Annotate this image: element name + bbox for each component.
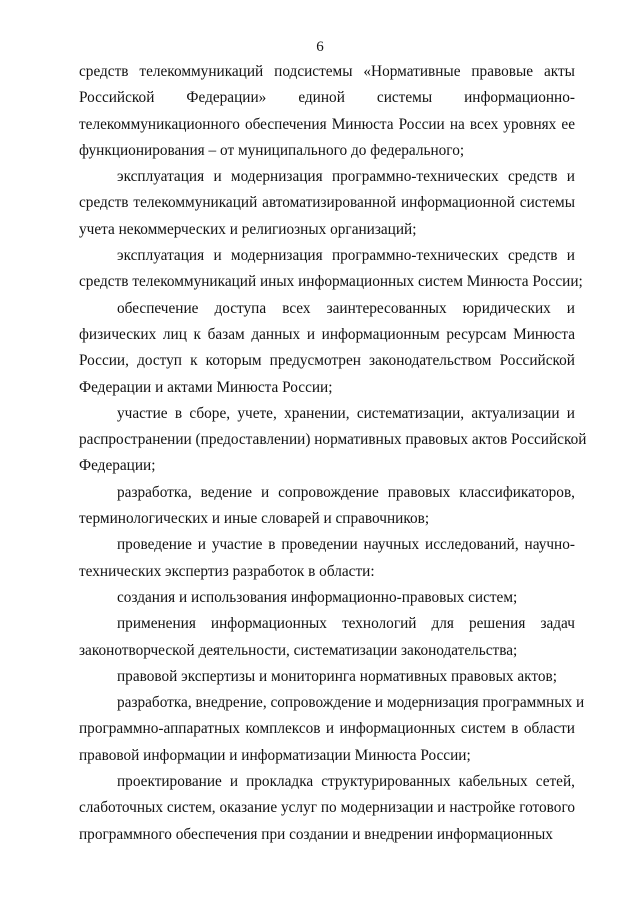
text-line — [79, 243, 575, 269]
word: телекоммуникаций — [139, 63, 264, 80]
paragraph — [79, 480, 575, 533]
word: «Нормативные — [363, 63, 461, 80]
text-line — [79, 296, 575, 322]
word: решения — [468, 615, 526, 633]
word: информационных — [210, 615, 327, 633]
word: программно-технических — [331, 168, 499, 186]
word: заинтересованных — [326, 299, 447, 317]
word: единой — [298, 89, 345, 107]
text-line: физических лиц к базам данных и информационным ресурсам Минюста — [79, 325, 575, 343]
text-line: функционирования – от муниципального до федерального; — [79, 141, 465, 159]
paragraph — [79, 243, 583, 296]
text-line: проектирование и прокладка структурированных кабельных сетей, — [117, 773, 575, 791]
word: технологий — [341, 615, 417, 633]
text-line: создания и использования информационно-правовых систем; — [117, 588, 518, 606]
page-number: 6 — [316, 39, 324, 55]
word: правовые — [471, 63, 534, 80]
word: и — [213, 247, 222, 265]
word: эксплуатация — [117, 168, 205, 186]
text-line — [79, 85, 575, 111]
word: всех — [282, 299, 311, 317]
paragraph — [79, 769, 575, 848]
paragraph — [79, 164, 575, 243]
text-line: распространении (предоставлении) нормативных правовых актов Российской — [79, 431, 587, 449]
word: для — [431, 615, 454, 633]
paragraph — [79, 59, 575, 164]
word: модернизация — [230, 168, 323, 186]
word: Российской — [79, 89, 155, 107]
text-line: России, доступ к которым предусмотрен законодательством Российской — [79, 352, 575, 370]
text-line: разработка, ведение и сопровождение правовых классификаторов, — [117, 483, 575, 501]
word: и — [566, 168, 575, 186]
text-line — [79, 164, 575, 190]
word: и — [566, 247, 575, 265]
text-line: средств телекоммуникаций автоматизированной информационной системы — [79, 194, 575, 212]
text-line: Федерации; — [79, 457, 156, 475]
document-body — [79, 59, 587, 848]
paragraph — [79, 611, 575, 664]
word: средств — [507, 168, 558, 186]
paragraph — [79, 296, 575, 401]
text-line: проведение и участие в проведении научных исследований, научно- — [117, 536, 575, 554]
text-line: терминологических и иные словарей и справочников; — [79, 510, 430, 528]
word: модернизация — [230, 247, 323, 265]
word: и — [566, 299, 575, 317]
text-line: технических экспертиз разработок в области: — [79, 562, 375, 580]
text-line: правовой информации и информатизации Минюста России; — [79, 746, 471, 764]
paragraph — [79, 690, 585, 769]
text-line: участие в сборе, учете, хранении, систематизации, актуализации и — [117, 404, 575, 422]
paragraph — [79, 664, 575, 690]
text-line: разработка, внедрение, сопровождение и модернизация программных и — [117, 694, 585, 712]
text-line: программно-аппаратных комплексов и информационных систем в области — [79, 720, 575, 738]
text-line: Федерации и актами Минюста России; — [79, 378, 333, 396]
word: системы — [376, 89, 433, 107]
word: Федерации» — [186, 89, 267, 107]
text-line: программного обеспечения при создании и внедрении информационных — [79, 825, 553, 843]
word: средств — [79, 63, 129, 80]
word: юридических — [462, 299, 551, 317]
word: и — [213, 168, 222, 186]
word: применения — [117, 615, 196, 633]
word: задач — [540, 615, 575, 633]
paragraph — [79, 585, 575, 611]
text-line: законотворческой деятельности, систематизации законодательства; — [79, 641, 518, 659]
paragraph — [79, 532, 575, 585]
text-line: слаботочных систем, оказание услуг по модернизации и настройке готового — [79, 799, 575, 817]
word: эксплуатация — [117, 247, 205, 265]
word: средств — [507, 247, 558, 265]
text-line — [79, 59, 575, 85]
word: акты — [543, 63, 575, 80]
text-line: правовой экспертизы и мониторинга нормативных правовых актов; — [117, 667, 558, 685]
text-line: средств телекоммуникаций иных информационных систем Минюста России; — [79, 273, 583, 291]
paragraph — [79, 401, 587, 480]
text-line: телекоммуникационного обеспечения Минюста России на всех уровнях ее — [79, 115, 575, 133]
word: информационно- — [464, 89, 575, 107]
text-line — [79, 611, 575, 637]
word: программно-технических — [331, 247, 499, 265]
word: доступа — [214, 299, 267, 317]
word: обеспечение — [117, 299, 199, 317]
text-line: учета некоммерческих и религиозных организаций; — [79, 220, 417, 238]
word: подсистемы — [274, 63, 353, 80]
